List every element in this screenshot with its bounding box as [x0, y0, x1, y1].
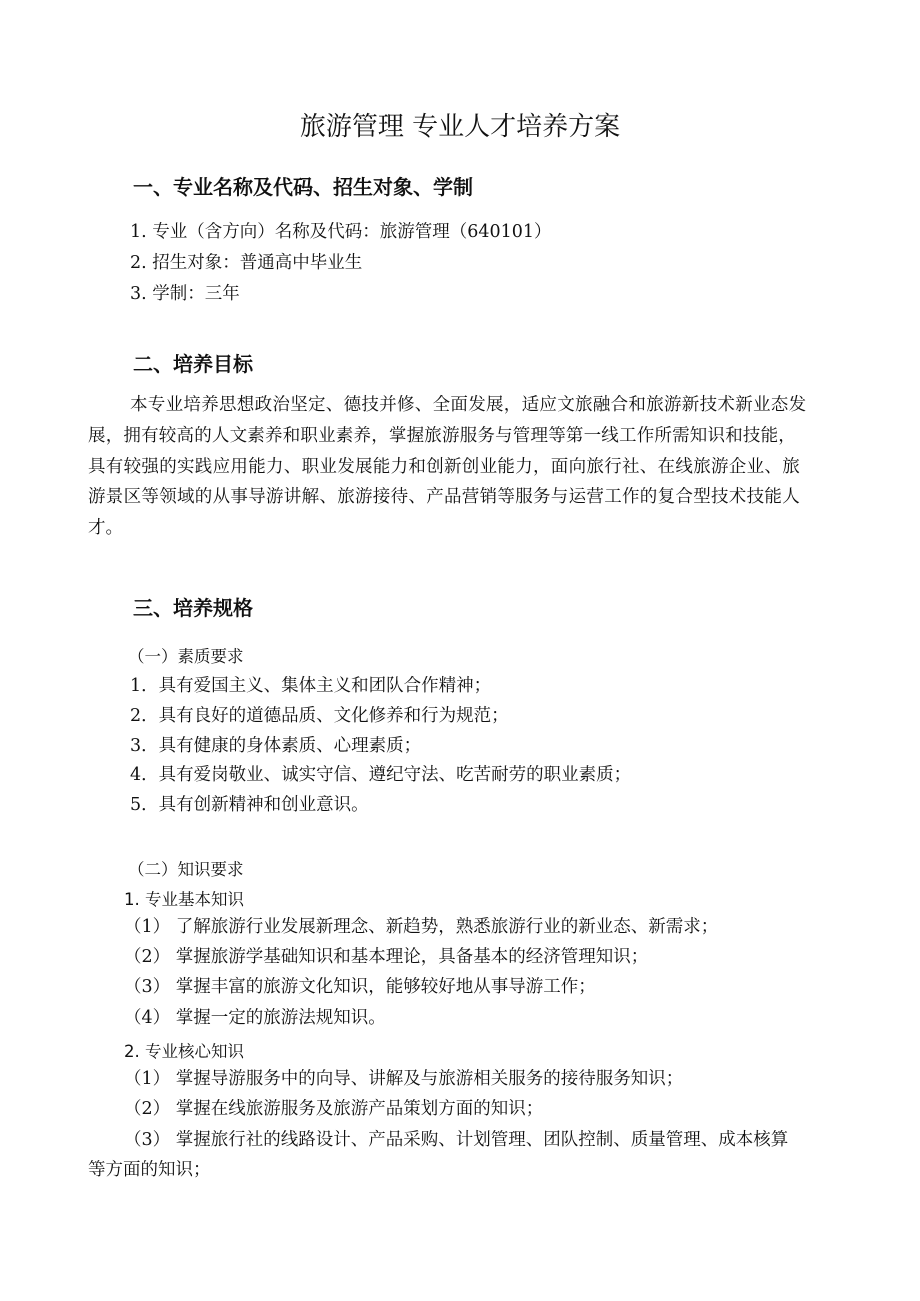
- list-item: （2） 掌握在线旅游服务及旅游产品策划方面的知识；: [124, 1099, 544, 1119]
- subheading-quality: （一）素质要求: [128, 647, 244, 666]
- list-item: （1） 了解旅游行业发展新理念、新趋势，熟悉旅游行业的新业态、新需求；: [124, 917, 719, 937]
- subheading-core-knowledge: 2. 专业核心知识: [124, 1042, 244, 1061]
- section-heading-2: 二、培养目标: [133, 352, 253, 376]
- paragraph-line: 才。: [88, 518, 123, 538]
- list-item: （3） 掌握丰富的旅游文化知识，能够较好地从事导游工作；: [124, 977, 596, 997]
- subheading-basic-knowledge: 1. 专业基本知识: [124, 890, 244, 909]
- subheading-knowledge: （二）知识要求: [128, 860, 244, 879]
- document-title: 旅游管理 专业人才培养方案: [299, 112, 621, 142]
- paragraph-line: 本专业培养思想政治坚定、德技并修、全面发展，适应文旅融合和旅游新技术新业态发: [130, 395, 807, 415]
- list-item: 1. 专业（含方向）名称及代码：旅游管理（640101）: [130, 222, 552, 242]
- list-item: 5．具有创新精神和创业意识。: [130, 795, 369, 815]
- section-heading-3: 三、培养规格: [133, 596, 253, 620]
- list-item-continuation: 等方面的知识；: [88, 1160, 211, 1180]
- list-item: （2） 掌握旅游学基础知识和基本理论，具备基本的经济管理知识；: [124, 947, 649, 967]
- list-item: 1．具有爱国主义、集体主义和团队合作精神；: [130, 676, 492, 696]
- paragraph-line: 具有较强的实践应用能力、职业发展能力和创新创业能力，面向旅行社、在线旅游企业、旅: [88, 457, 800, 477]
- section-heading-1: 一、专业名称及代码、招生对象、学制: [133, 175, 473, 199]
- list-item: 3. 学制：三年: [130, 284, 240, 304]
- list-item: 2. 招生对象：普通高中毕业生: [130, 253, 363, 273]
- list-item: （3） 掌握旅行社的线路设计、产品采购、计划管理、团队控制、质量管理、成本核算: [124, 1130, 789, 1150]
- list-item: 4．具有爱岗敬业、诚实守信、遵纪守法、吃苦耐劳的职业素质；: [130, 765, 632, 785]
- paragraph-line: 游景区等领域的从事导游讲解、旅游接待、产品营销等服务与运营工作的复合型技术技能人: [88, 487, 800, 507]
- list-item: 3．具有健康的身体素质、心理素质；: [130, 736, 422, 756]
- list-item: 2．具有良好的道德品质、文化修养和行为规范；: [130, 706, 509, 726]
- list-item: （1） 掌握导游服务中的向导、讲解及与旅游相关服务的接待服务知识；: [124, 1069, 684, 1089]
- paragraph-line: 展，拥有较高的人文素养和职业素养，掌握旅游服务与管理等第一线工作所需知识和技能，: [88, 426, 796, 446]
- list-item: （4） 掌握一定的旅游法规知识。: [124, 1008, 386, 1028]
